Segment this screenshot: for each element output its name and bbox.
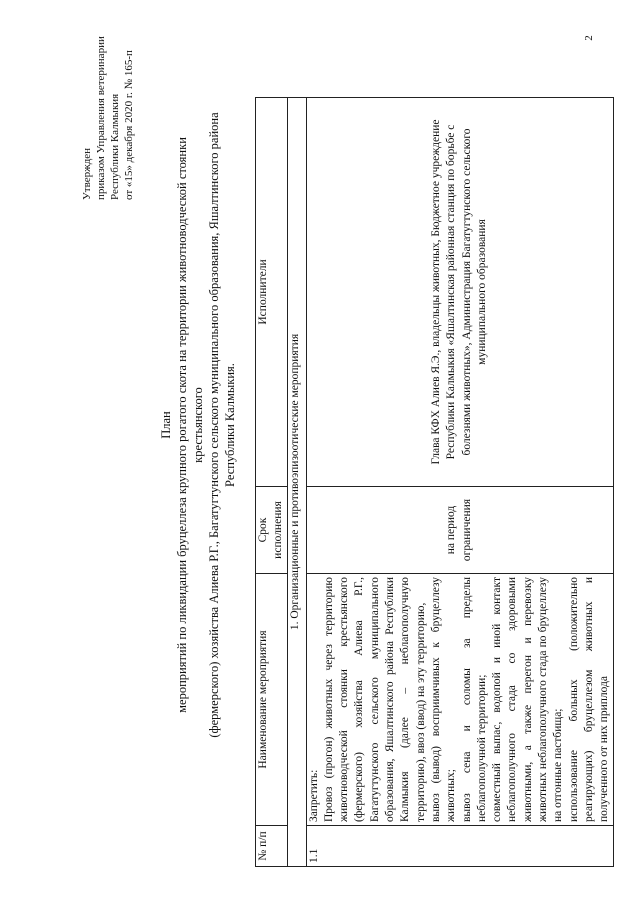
header-executors: Исполнители xyxy=(256,98,288,487)
measure-cell xyxy=(306,574,613,826)
approval-line: от «15» декабря 2020 г. № 165-п xyxy=(123,50,135,200)
title-line: мероприятий по ликвидации бруцеллеза крупного рогатого скота на территории животноводческой стоянки крестьянского xyxy=(175,137,205,713)
title-line: Республики Калмыкия. xyxy=(223,363,237,487)
approval-line: приказом Управления ветеринарии xyxy=(95,36,107,200)
section-title: 1. Организационные и противоэпизоотические мероприятия xyxy=(287,98,306,867)
approval-stamp xyxy=(80,0,136,200)
header-term: Срок исполнения xyxy=(256,487,288,574)
measure-line: совместный выпас, водопой и иной контакт неблагополучного стада со здоровыми животными, а также перегон и перевозку животных неблагополучного стада по бруцеллезу на отгонные пастбища; xyxy=(491,577,565,822)
section-row xyxy=(287,98,306,867)
measure-line: использование больных (положительно реагирующих) бруцеллезом животных и полученного от них приплода xyxy=(567,577,611,822)
title-line: (фермерского) хозяйства Алиева Р.Г., Багатугтунского сельского муниципального образования, Яшалтинского района xyxy=(207,112,221,738)
plan-table xyxy=(255,97,614,867)
header-num: № п/п xyxy=(256,826,288,867)
term-cell: на период ограничения xyxy=(306,487,613,574)
header-name: Наименование мероприятия xyxy=(256,574,288,826)
row-number: 1.1 xyxy=(306,826,613,867)
approval-line: Утвержден xyxy=(81,147,93,200)
executors-cell: Глава КФХ Алиев Я.Э., владельцы животных, Бюджетное учреждение Республики Калмыкия «Яшалтинская районная станция по борьбе с болезнями животных», Администрация Багатугтунского сельского муниципального образования xyxy=(306,98,613,487)
measure-line: Провоз (прогон) животных через территорию животноводческой стоянки крестьянского (фермерского) хозяйства Алиева Р.Г., Багатугтунского сельского муниципального образования, Яшалтинского района Республики Калмыкия (далее – неблагополучную территорию), ввоз (ввод) на эту территорию, xyxy=(322,577,427,822)
table-row xyxy=(306,98,613,867)
document-title xyxy=(158,105,238,745)
measure-line: вывоз (вывод) восприимчивых к бруцеллезу животных; xyxy=(429,577,458,822)
approval-line: Республики Калмыкия xyxy=(109,93,121,200)
measure-line: вывоз сена и соломы за пределы неблагополучной территории; xyxy=(460,577,488,822)
title-heading: План xyxy=(159,411,173,439)
table-header-row xyxy=(256,98,288,867)
measure-line: Запретить: xyxy=(307,769,320,822)
page-number: 2 xyxy=(582,35,595,41)
